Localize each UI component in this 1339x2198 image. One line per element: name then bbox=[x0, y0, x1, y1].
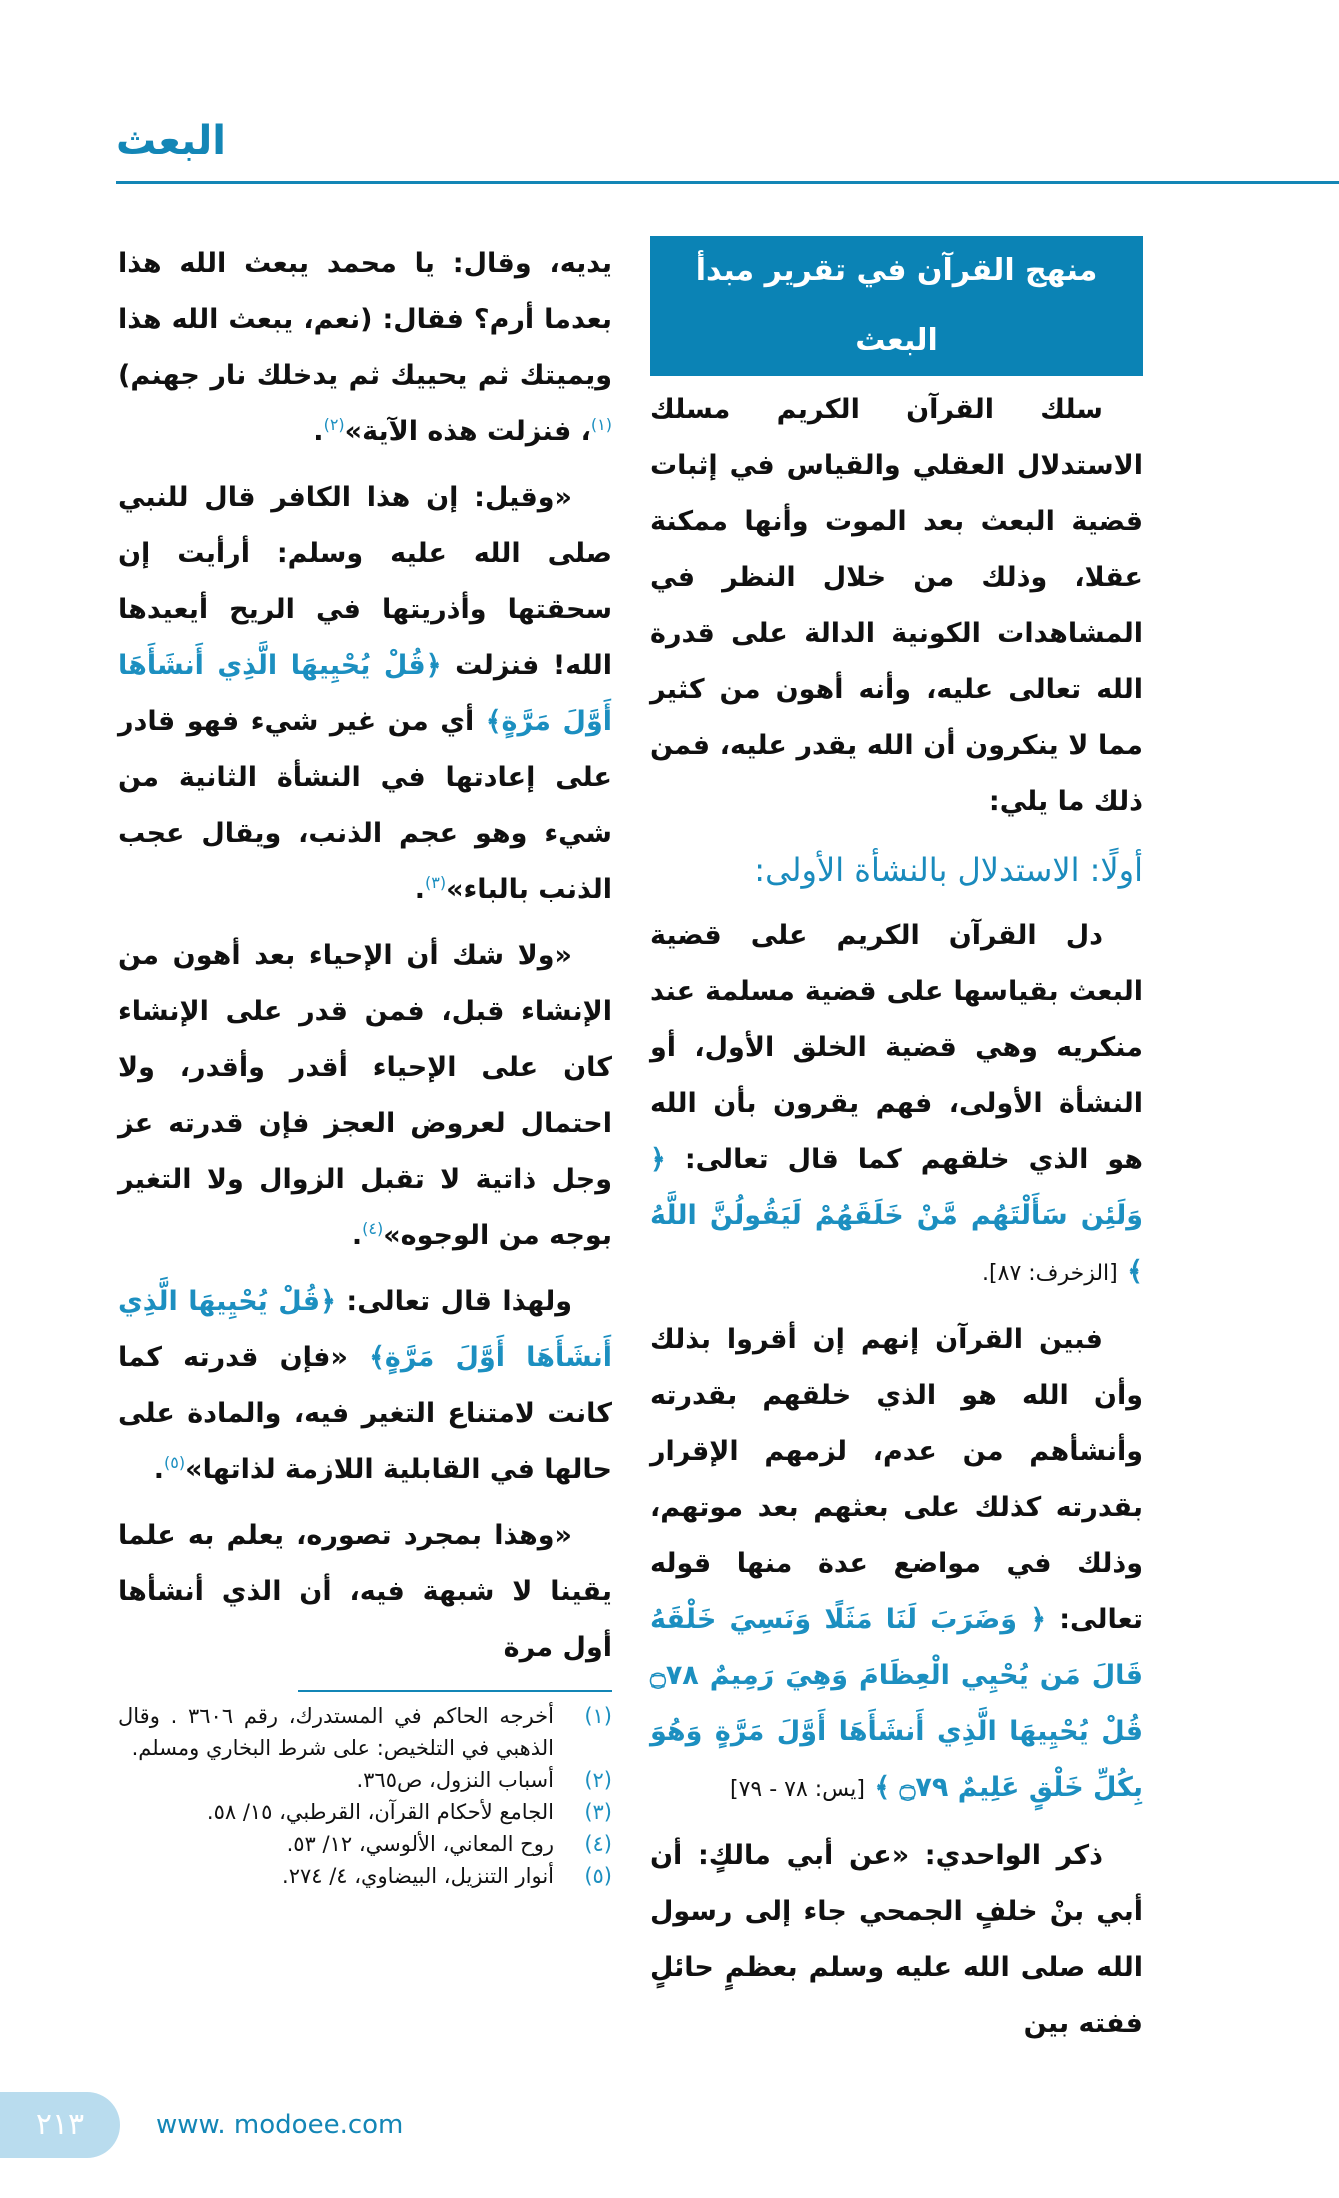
text-run bbox=[865, 1772, 874, 1803]
paragraph bbox=[650, 382, 1143, 830]
text-run: ، فنزلت هذه الآية» bbox=[344, 416, 591, 447]
footnote-marker[interactable]: (٢) bbox=[323, 415, 345, 434]
footnote bbox=[118, 1700, 612, 1764]
paragraph bbox=[118, 1274, 612, 1498]
right-column bbox=[650, 236, 1143, 2062]
footnote-marker[interactable]: (٥) bbox=[164, 1453, 186, 1472]
footnote-text: أنوار التنزيل، البيضاوي، ٤/ ٢٧٤. bbox=[282, 1864, 554, 1888]
text-run: ذكر الواحدي: «عن أبي مالكٍ: أن أبي بنْ خلفٍ الجمحي جاء إلى رسول الله صلى الله عليه وسلم بعظمٍ حائلٍ ففته بين bbox=[650, 1840, 1143, 2039]
text-run: «وقيل: إن هذا الكافر قال للنبي صلى الله عليه وسلم: أرأيت إن سحقتها وأذريتها في الريح أيعيدها الله! فنزلت bbox=[118, 482, 612, 681]
quran-verse: ﴿ وَلَئِن سَأَلْتَهُم مَّنْ خَلَقَهُمْ لَيَقُولُنَّ اللَّهُ ﴾ bbox=[650, 1144, 1143, 1287]
text-run: . bbox=[351, 1220, 363, 1251]
footnote-text: أسباب النزول، ص٣٦٥. bbox=[356, 1768, 554, 1792]
text-run: دل القرآن الكريم على قضية البعث بقياسها على قضية مسلمة عند منكريه وهي قضية الخلق الأول، أو النشأة الأولى، فهم يقرون بأن الله هو الذي خلقهم كما قال تعالى: bbox=[650, 920, 1143, 1175]
quran-verse: ﴿قُلْ يُحْيِيهَا الَّذِي أَنشَأَهَا أَوَّلَ مَرَّةٍ﴾ bbox=[118, 1286, 613, 1373]
paragraph bbox=[118, 470, 612, 918]
footnote bbox=[118, 1764, 612, 1796]
text-run: سلك القرآن الكريم مسلك الاستدلال العقلي والقياس في إثبات قضية البعث بعد الموت وأنها ممكنة عقلا، وذلك من خلال النظر في المشاهدات الكونية الدالة على قدرة الله تعالى عليه، وأنه أهون من كثير مما لا ينكرون أن الله يقدر عليه، فمن ذلك ما يلي: bbox=[650, 394, 1143, 817]
paragraph bbox=[650, 1312, 1143, 1818]
right-column-body bbox=[650, 382, 1143, 2052]
footnote-number: (٤) bbox=[584, 1832, 612, 1856]
footnote-separator bbox=[298, 1690, 612, 1692]
footnote bbox=[118, 1796, 612, 1828]
website-link[interactable]: www. modoee.com bbox=[156, 2110, 404, 2140]
page-footer bbox=[0, 2092, 1339, 2198]
footnote-number: (٥) bbox=[584, 1864, 612, 1888]
footnotes bbox=[118, 1700, 612, 1892]
footnote bbox=[118, 1860, 612, 1892]
footnote-text: الجامع لأحكام القرآن، القرطبي، ١٥/ ٥٨. bbox=[206, 1800, 554, 1824]
footnote-marker[interactable]: (٤) bbox=[362, 1219, 384, 1238]
left-column bbox=[118, 236, 612, 1892]
paragraph bbox=[118, 1508, 612, 1676]
footnote-text: روح المعاني، الألوسي، ١٢/ ٥٣. bbox=[286, 1832, 554, 1856]
text-run bbox=[1118, 1256, 1127, 1287]
paragraph bbox=[118, 928, 612, 1264]
text-run: . bbox=[414, 874, 425, 905]
footnote-number: (١) bbox=[584, 1704, 612, 1728]
quran-verse: ﴿قُلْ يُحْيِيهَا الَّذِي أَنشَأَهَا أَوَّلَ مَرَّةٍ﴾ bbox=[118, 650, 612, 737]
text-run: . bbox=[313, 416, 324, 447]
verse-reference: [الزخرف: ٨٧]. bbox=[982, 1261, 1118, 1286]
footnote-number: (٢) bbox=[584, 1768, 612, 1792]
text-run: «ولا شك أن الإحياء بعد أهون من الإنشاء قبل، فمن قدر على الإنشاء كان على الإحياء أقدر وأقدر، ولا احتمال لعروض العجز فإن قدرته عز وجل ذاتية لا تقبل الزوال ولا التغير بوجه من الوجوه» bbox=[118, 940, 612, 1251]
footnote-number: (٣) bbox=[584, 1800, 612, 1824]
footnote-marker[interactable]: (١) bbox=[590, 415, 612, 434]
text-run: أي من غير شيء فهو قادر على إعادتها في النشأة الثانية من شيء وهو عجم الذنب، ويقال عجب الذنب بالباء» bbox=[118, 706, 612, 905]
verse-reference: [يس: ٧٨ - ٧٩] bbox=[729, 1777, 865, 1802]
subheading bbox=[650, 840, 1143, 900]
text-run: «فإن قدرته كما كانت لامتناع التغير فيه، والمادة على حالها في القابلية اللازمة لذاتها» bbox=[118, 1342, 612, 1485]
footnote bbox=[118, 1828, 612, 1860]
paragraph bbox=[650, 908, 1143, 1302]
left-column-body bbox=[118, 236, 612, 1676]
text-run: . bbox=[153, 1454, 165, 1485]
header-rule bbox=[116, 181, 1339, 184]
paragraph bbox=[650, 1828, 1143, 2052]
text-run: يديه، وقال: يا محمد يبعث الله هذا بعدما أرم؟ فقال: (نعم، يبعث الله هذا ويميتك ثم يحييك ثم يدخلك نار جهنم) bbox=[118, 248, 612, 391]
text-run: «وهذا بمجرد تصوره، يعلم به علما يقينا لا شبهة فيه، أن الذي أنشأها أول مرة bbox=[118, 1520, 612, 1663]
text-run: ولهذا قال تعالى: bbox=[335, 1286, 572, 1317]
running-title: البعث bbox=[116, 118, 226, 164]
text-run: فبين القرآن إنهم إن أقروا بذلك وأن الله هو الذي خلقهم بقدرته وأنشأهم من عدم، لزمهم الإقرار بقدرته كذلك على بعثهم بعد موتهم، وذلك في مواضع عدة منها قوله تعالى: bbox=[650, 1324, 1144, 1635]
page-number: ٢١٣ bbox=[0, 2092, 120, 2158]
footnote-text: أخرجه الحاكم في المستدرك، رقم ٣٦٠٦ . وقال الذهبي في التلخيص: على شرط البخاري ومسلم. bbox=[118, 1704, 554, 1760]
text-run: أولًا: الاستدلال بالنشأة الأولى: bbox=[754, 851, 1143, 889]
section-title: منهج القرآن في تقرير مبدأ البعث bbox=[650, 236, 1143, 376]
paragraph bbox=[118, 236, 612, 460]
quran-verse: ﴿ وَضَرَبَ لَنَا مَثَلًا وَنَسِيَ خَلْقَهُ قَالَ مَن يُحْيِي الْعِظَامَ وَهِيَ رَمِيمٌ ۝٧٨ قُلْ يُحْيِيهَا الَّذِي أَنشَأَهَا أَوَّلَ مَرَّةٍ وَهُوَ بِكُلِّ خَلْقٍ عَلِيمٌ ۝٧٩ ﴾ bbox=[650, 1604, 1143, 1803]
footnote-marker[interactable]: (٣) bbox=[424, 873, 447, 892]
